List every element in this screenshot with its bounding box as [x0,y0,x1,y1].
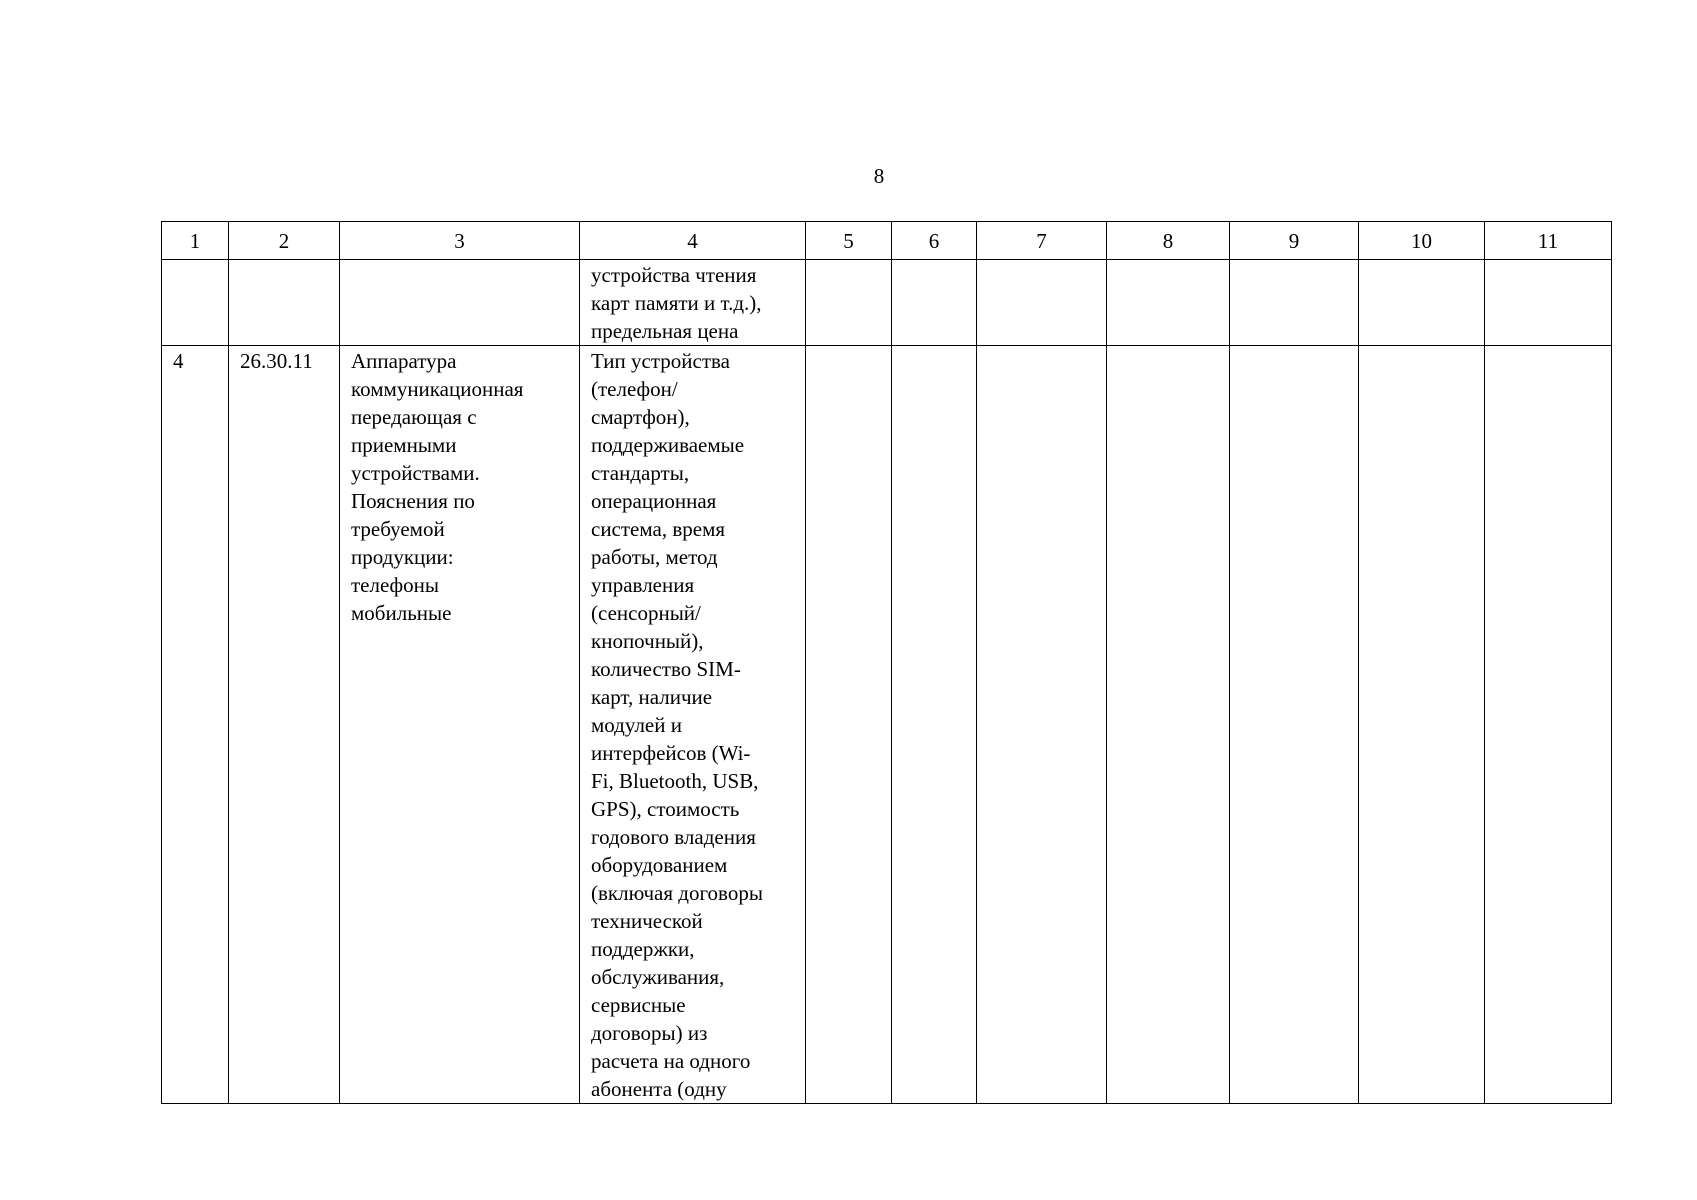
column-header: 9 [1230,222,1359,260]
cell-text [806,260,891,261]
cell-text [806,346,891,347]
product-name: Аппаратура коммуникационная передающая с приемными устройствами. Пояснения по требуемой продукции: телефоны мобильные [351,349,524,625]
table-cell [1107,260,1230,346]
characteristics: Тип устройства (телефон/ смартфон), поддерживаемые стандарты, операционная система, время работы, метод управления (сенсорный/ кнопочный), количество SIM- карт, наличие модулей и интерфейсов (Wi- Fi, Bluetooth, USB, GPS), стоимость годового владения оборудованием (включая договоры технической поддержки, обслуживания, сервисные договоры) из расчета на одного абонента (одну [591,349,763,1101]
table-cell [806,260,892,346]
table-cell [806,346,892,1104]
table-cell [229,346,340,1104]
table-row [162,260,1612,346]
column-header: 8 [1107,222,1230,260]
table-cell [1485,346,1612,1104]
cell-text [1107,260,1229,261]
table-cell [580,346,806,1104]
table-header-row [162,222,1612,260]
table-row [162,346,1612,1104]
column-header: 7 [977,222,1107,260]
table-cell [892,346,977,1104]
table-cell [1485,260,1612,346]
cell-text [1485,260,1611,261]
table-cell [1359,346,1485,1104]
column-header: 3 [340,222,580,260]
cell-text [1230,346,1358,347]
page-number: 8 [873,164,885,188]
cell-text [1107,346,1229,347]
column-header: 2 [229,222,340,260]
column-header: 6 [892,222,977,260]
cell-text [1230,260,1358,261]
cell-text: устройства чтения карт памяти и т.д.), предельная цена [591,263,762,343]
table-cell [1230,346,1359,1104]
table-cell [229,260,340,346]
row-number: 4 [173,349,184,373]
table-cell [977,346,1107,1104]
table-cell [977,260,1107,346]
column-header: 4 [580,222,806,260]
table-cell [340,346,580,1104]
requirements-table [161,221,1612,1104]
column-header: 5 [806,222,892,260]
okpd-code: 26.30.11 [240,349,313,373]
cell-text [977,346,1106,347]
cell-text [229,260,339,261]
table-cell [580,260,806,346]
table-cell [1107,346,1230,1104]
cell-text [1359,346,1484,347]
cell-text [162,260,228,261]
table-cell [162,260,229,346]
cell-text [340,260,579,261]
cell-text [892,346,976,347]
table-cell [892,260,977,346]
table-cell [1359,260,1485,346]
cell-text [892,260,976,261]
cell-text [1485,346,1611,347]
column-header: 11 [1485,222,1612,260]
cell-text [1359,260,1484,261]
table-cell [340,260,580,346]
column-header: 1 [162,222,229,260]
cell-text [977,260,1106,261]
table-cell [1230,260,1359,346]
table-cell [162,346,229,1104]
column-header: 10 [1359,222,1485,260]
